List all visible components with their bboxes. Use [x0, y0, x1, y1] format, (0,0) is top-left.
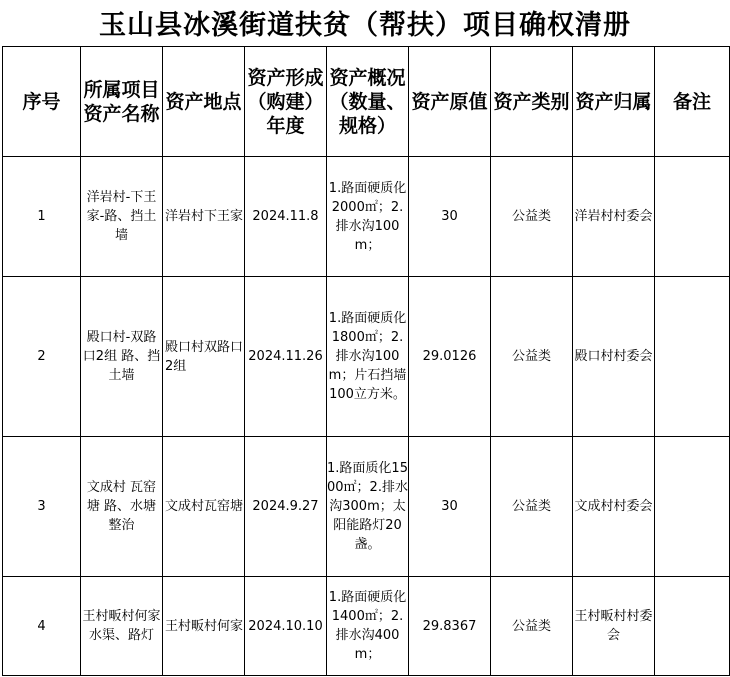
cell-seq: 1 [3, 157, 81, 277]
header-year: 资产形成（购建）年度 [245, 47, 327, 157]
cell-location: 王村畈村何家 [163, 577, 245, 676]
cell-remark [655, 577, 730, 676]
table-row [3, 577, 730, 676]
asset-table [2, 46, 730, 676]
header-name: 所属项目资产名称 [81, 47, 163, 157]
header-value: 资产原值 [409, 47, 491, 157]
cell-owner: 王村畈村村委会 [573, 577, 655, 676]
header-location: 资产地点 [163, 47, 245, 157]
header-category: 资产类别 [491, 47, 573, 157]
cell-owner: 洋岩村村委会 [573, 157, 655, 277]
cell-name: 洋岩村-下王家-路、挡土墙 [81, 157, 163, 277]
header-owner: 资产归属 [573, 47, 655, 157]
cell-category: 公益类 [491, 157, 573, 277]
cell-year: 2024.10.10 [245, 577, 327, 676]
cell-name: 王村畈村何家 水渠、路灯 [81, 577, 163, 676]
cell-remark [655, 437, 730, 577]
cell-category: 公益类 [491, 437, 573, 577]
cell-value: 29.0126 [409, 277, 491, 437]
page-title: 玉山县冰溪街道扶贫（帮扶）项目确权清册 [99, 10, 631, 41]
header-row [3, 47, 730, 157]
cell-owner: 文成村村委会 [573, 437, 655, 577]
cell-category: 公益类 [491, 577, 573, 676]
cell-year: 2024.11.8 [245, 157, 327, 277]
cell-value: 30 [409, 437, 491, 577]
cell-category: 公益类 [491, 277, 573, 437]
cell-value: 29.8367 [409, 577, 491, 676]
cell-year: 2024.11.26 [245, 277, 327, 437]
cell-summary: 1.路面硬质化2000㎡；2.排水沟100m； [327, 157, 409, 277]
header-seq: 序号 [3, 47, 81, 157]
cell-summary: 1.路面硬质化1400㎡；2.排水沟400m； [327, 577, 409, 676]
table-row [3, 157, 730, 277]
cell-name: 殿口村-双路口2组 路、挡土墙 [81, 277, 163, 437]
cell-seq: 2 [3, 277, 81, 437]
cell-name: 文成村 瓦窑塘 路、水塘整治 [81, 437, 163, 577]
cell-location: 殿口村双路口2组 [163, 277, 245, 437]
cell-year: 2024.9.27 [245, 437, 327, 577]
cell-owner: 殿口村村委会 [573, 277, 655, 437]
header-remark: 备注 [655, 47, 730, 157]
cell-seq: 4 [3, 577, 81, 676]
cell-summary: 1.路面硬质化1800㎡；2.排水沟100m；片石挡墙100立方米。 [327, 277, 409, 437]
cell-seq: 3 [3, 437, 81, 577]
cell-remark [655, 277, 730, 437]
cell-location: 文成村瓦窑塘 [163, 437, 245, 577]
cell-value: 30 [409, 157, 491, 277]
header-summary: 资产概况（数量、规格） [327, 47, 409, 157]
table-row [3, 277, 730, 437]
cell-summary: 1.路面质化1500㎡；2.排水沟300m；太阳能路灯20盏。 [327, 437, 409, 577]
table-row [3, 437, 730, 577]
cell-remark [655, 157, 730, 277]
cell-location: 洋岩村下王家 [163, 157, 245, 277]
